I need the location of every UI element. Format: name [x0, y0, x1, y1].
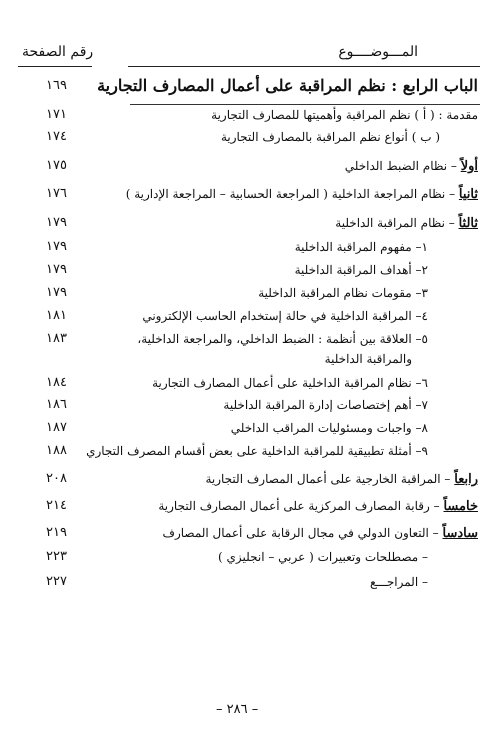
toc-entry-label: رابعاً [454, 472, 478, 487]
toc-entry-text: ٦– نظام المراقبة الداخلية على أعمال المصارف التجارية [152, 376, 428, 390]
toc-entry-page: ٢١٤ [46, 498, 67, 513]
toc-entry-label: خامساً [443, 499, 478, 514]
toc-entry-page: ٢٠٨ [46, 471, 67, 486]
toc-entry-text: ٤– المراقبة الداخلية في حالة إستخدام الحاسب الإلكتروني [142, 309, 428, 323]
toc-entry-page: ١٧٦ [46, 186, 67, 201]
topic-column-header: المـــوضــــوع [338, 44, 418, 60]
toc-entry-text: ٢– أهداف المراقبة الداخلية [294, 263, 428, 277]
toc-entry-text: – رقابة المصارف المركزية على أعمال المصارف التجارية [158, 499, 440, 513]
toc-entry-page: ١٧٩ [46, 239, 67, 254]
toc-entry-text: – التعاون الدولي في مجال الرقابة على أعمال المصارف [162, 526, 439, 540]
footer-page-number: – ٢٨٦ – [216, 702, 259, 717]
toc-entry-label: ثانياً [458, 187, 478, 202]
page-column-header: رقم الصفحة [22, 44, 94, 60]
toc-entry-continuation: والمراقبة الداخلية [324, 352, 412, 366]
toc-entry-page: ٢١٩ [46, 525, 67, 540]
toc-entry [205, 472, 478, 487]
toc-entry-text: – المراقبة الخارجية على أعمال المصارف التجارية [205, 472, 451, 486]
toc-entry-text: – نظام المراجعة الداخلية ( المراجعة الحسابية – المراجعة الإدارية ) [125, 187, 456, 201]
toc-entry-text: ٨– واجبات ومسئوليات المراقب الداخلي [230, 421, 428, 435]
toc-entry [335, 216, 478, 231]
toc-entry-page: ١٧٩ [46, 215, 67, 230]
toc-entry-text: ٣– مقومات نظام المراقبة الداخلية [258, 286, 428, 300]
chapter-separator [130, 104, 480, 105]
toc-entry-page: ١٨٤ [46, 375, 67, 390]
toc-entry-label: سادساً [442, 526, 478, 541]
toc-entry-page: ٢٢٣ [46, 549, 67, 564]
toc-entry [163, 526, 478, 541]
chapter-page-number: ١٦٩ [46, 78, 67, 93]
toc-entry-text: مقدمة : ( أ ) نظم المراقبة وأهميتها للمصارف التجارية [211, 108, 478, 122]
toc-entry-page: ١٧٩ [46, 285, 67, 300]
toc-entry [158, 499, 478, 514]
toc-entry-page: ١٨٨ [46, 443, 67, 458]
toc-entry-page: ١٨٦ [46, 397, 67, 412]
toc-entry-text: – المراجـــع [369, 575, 428, 589]
toc-entry-page: ١٧٥ [46, 158, 67, 173]
toc-entry [126, 187, 478, 202]
toc-entry-text: ٩– أمثلة تطبيقية للمراقبة الداخلية على بعض أقسام المصرف التجاري [86, 444, 428, 458]
toc-entry-text: – مصطلحات وتعبيرات ( عربي – انجليزي ) [218, 550, 428, 564]
toc-entry-text: – نظام الضبط الداخلي [344, 159, 457, 173]
toc-entry [345, 159, 478, 174]
toc-entry-page: ١٧٤ [46, 129, 67, 144]
page-header-underline [18, 66, 92, 67]
toc-entry-text: ٧– أهم إختصاصات إدارة المراقبة الداخلية [223, 398, 428, 412]
chapter-title: الباب الرابع : نظم المراقبة على أعمال المصارف التجارية [97, 76, 478, 95]
toc-entry-page: ١٧١ [46, 107, 67, 122]
toc-entry-label: أولاً [460, 159, 478, 174]
toc-entry-page: ١٨١ [46, 308, 67, 323]
toc-entry-text: – نظام المراقبة الداخلية [335, 216, 455, 230]
toc-entry-text: ( ب ) أنواع نظم المراقبة بالمصارف التجارية [220, 130, 440, 144]
toc-entry-page: ١٨٧ [46, 420, 67, 435]
toc-entry-text: ١– مفهوم المراقبة الداخلية [294, 240, 428, 254]
toc-entry-page: ١٧٩ [46, 262, 67, 277]
toc-entry-page: ١٨٣ [46, 331, 67, 346]
toc-entry-page: ٢٢٧ [46, 574, 67, 589]
topic-header-underline [128, 66, 480, 67]
toc-entry-label: ثالثاً [458, 216, 478, 231]
toc-entry-text: ٥– العلاقة بين أنظمة : الضبط الداخلي، والمراجعة الداخلية، [137, 332, 428, 346]
